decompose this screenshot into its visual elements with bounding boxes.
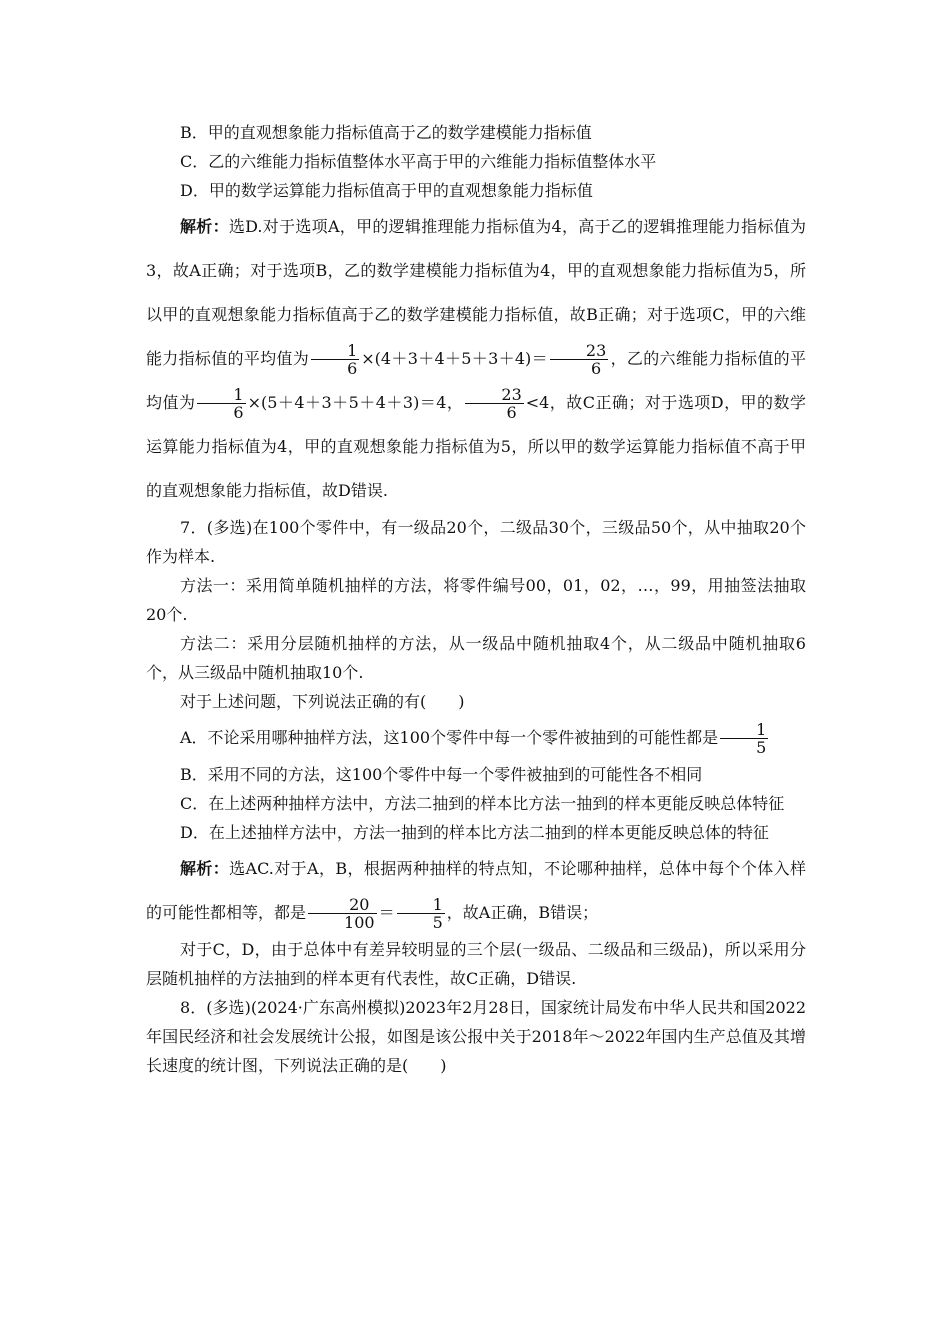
q7-fraction-2: $\frac{1}{5}$ <box>397 896 445 931</box>
q7-solution-text-2: ，故A正确，B错误； <box>446 903 599 922</box>
q6-solution-text-5: <4，故C正确；对于选项D，甲的数学运算能力指标值为4，甲的直观想象能力指标值为5，所以甲的数学运算能力指标值不高于甲的直观想象能力指标值，故D错误. <box>146 393 806 500</box>
q6-option-b: B．甲的直观想象能力指标值高于乙的数学建模能力指标值 <box>180 123 592 142</box>
document-page <box>146 118 806 1080</box>
q7-method-2: 方法二：采用分层随机抽样的方法，从一级品中随机抽取4个，从二级品中随机抽取6个，从三级品中随机抽取10个. <box>146 634 806 682</box>
q7-question: 对于上述问题，下列说法正确的有( ) <box>180 692 465 711</box>
q7-solution-text-1: 选AC.对于A，B，根据两种抽样的特点知，不论哪种抽样，总体中每个个体入样的可能性都相等，都是 <box>146 859 806 922</box>
q6-option-c: C．乙的六维能力指标值整体水平高于甲的六维能力指标值整体水平 <box>180 152 657 171</box>
q6-solution-text-2: ×(4＋3＋4＋5＋3＋4)＝ <box>361 349 548 368</box>
q7-fraction-1: $\frac{20}{100}$ <box>308 896 377 931</box>
q6-fraction-2: $\frac{23}{6}$ <box>550 342 608 377</box>
q7-equals: ＝ <box>378 903 395 922</box>
q6-fraction-3: $\frac{1}{6}$ <box>197 386 245 421</box>
q7-solution <box>146 847 806 935</box>
q7-stem: 7．(多选)在100个零件中，有一级品20个，二级品30个，三级品50个，从中抽取20个作为样本. <box>146 518 806 566</box>
q7-option-b: B．采用不同的方法，这100个零件中每一个零件被抽到的可能性各不相同 <box>180 765 703 784</box>
q7-option-d: D．在上述抽样方法中，方法一抽到的样本比方法二抽到的样本更能反映总体的特征 <box>180 823 769 842</box>
q6-solution <box>146 205 806 513</box>
q6-solution-text-4: ×(5＋4＋3＋5＋4＋3)＝4， <box>247 393 464 412</box>
q6-solution-text-1: 选D.对于选项A，甲的逻辑推理能力指标值为4，高于乙的逻辑推理能力指标值为3，故A正确；对于选项B，乙的数学建模能力指标值为4，甲的直观想象能力指标值为5，所以甲的直观想象能力指标值高于乙的数学建模能力指标值，故B正确；对于选项C，甲的六维能力指标值的平均值为 <box>146 217 806 368</box>
q7-option-c: C．在上述两种抽样方法中，方法二抽到的样本比方法一抽到的样本更能反映总体特征 <box>180 794 785 813</box>
q8-stem: 8．(多选)(2024·广东高州模拟)2023年2月28日，国家统计局发布中华人民共和国2022年国民经济和社会发展统计公报，如图是该公报中关于2018年～2022年国内生产总值及其增长速度的统计图，下列说法正确的是( ) <box>146 998 806 1075</box>
q6-option-d: D．甲的数学运算能力指标值高于甲的直观想象能力指标值 <box>180 181 593 200</box>
q7-method-1: 方法一：采用简单随机抽样的方法，将零件编号00，01，02，…，99，用抽签法抽取20个. <box>146 576 806 624</box>
q7-solution-label: 解析： <box>180 859 230 878</box>
q7-option-a-fraction: $\frac{1}{5}$ <box>720 721 768 756</box>
q6-solution-label: 解析： <box>180 217 229 236</box>
q6-fraction-1: $\frac{1}{6}$ <box>311 342 359 377</box>
q6-solution-text-3: ，乙的六维能力指标值的平均值为 <box>146 349 806 412</box>
q7-solution-cd: 对于C，D，由于总体中有差异较明显的三个层(一级品、二级品和三级品)，所以采用分层随机抽样的方法抽到的样本更有代表性，故C正确，D错误. <box>146 940 806 988</box>
q6-fraction-4: $\frac{23}{6}$ <box>465 386 523 421</box>
q7-option-a: A．不论采用哪种抽样方法，这100个零件中每一个零件被抽到的可能性都是 $\frac{1}{5}$ <box>180 720 767 757</box>
